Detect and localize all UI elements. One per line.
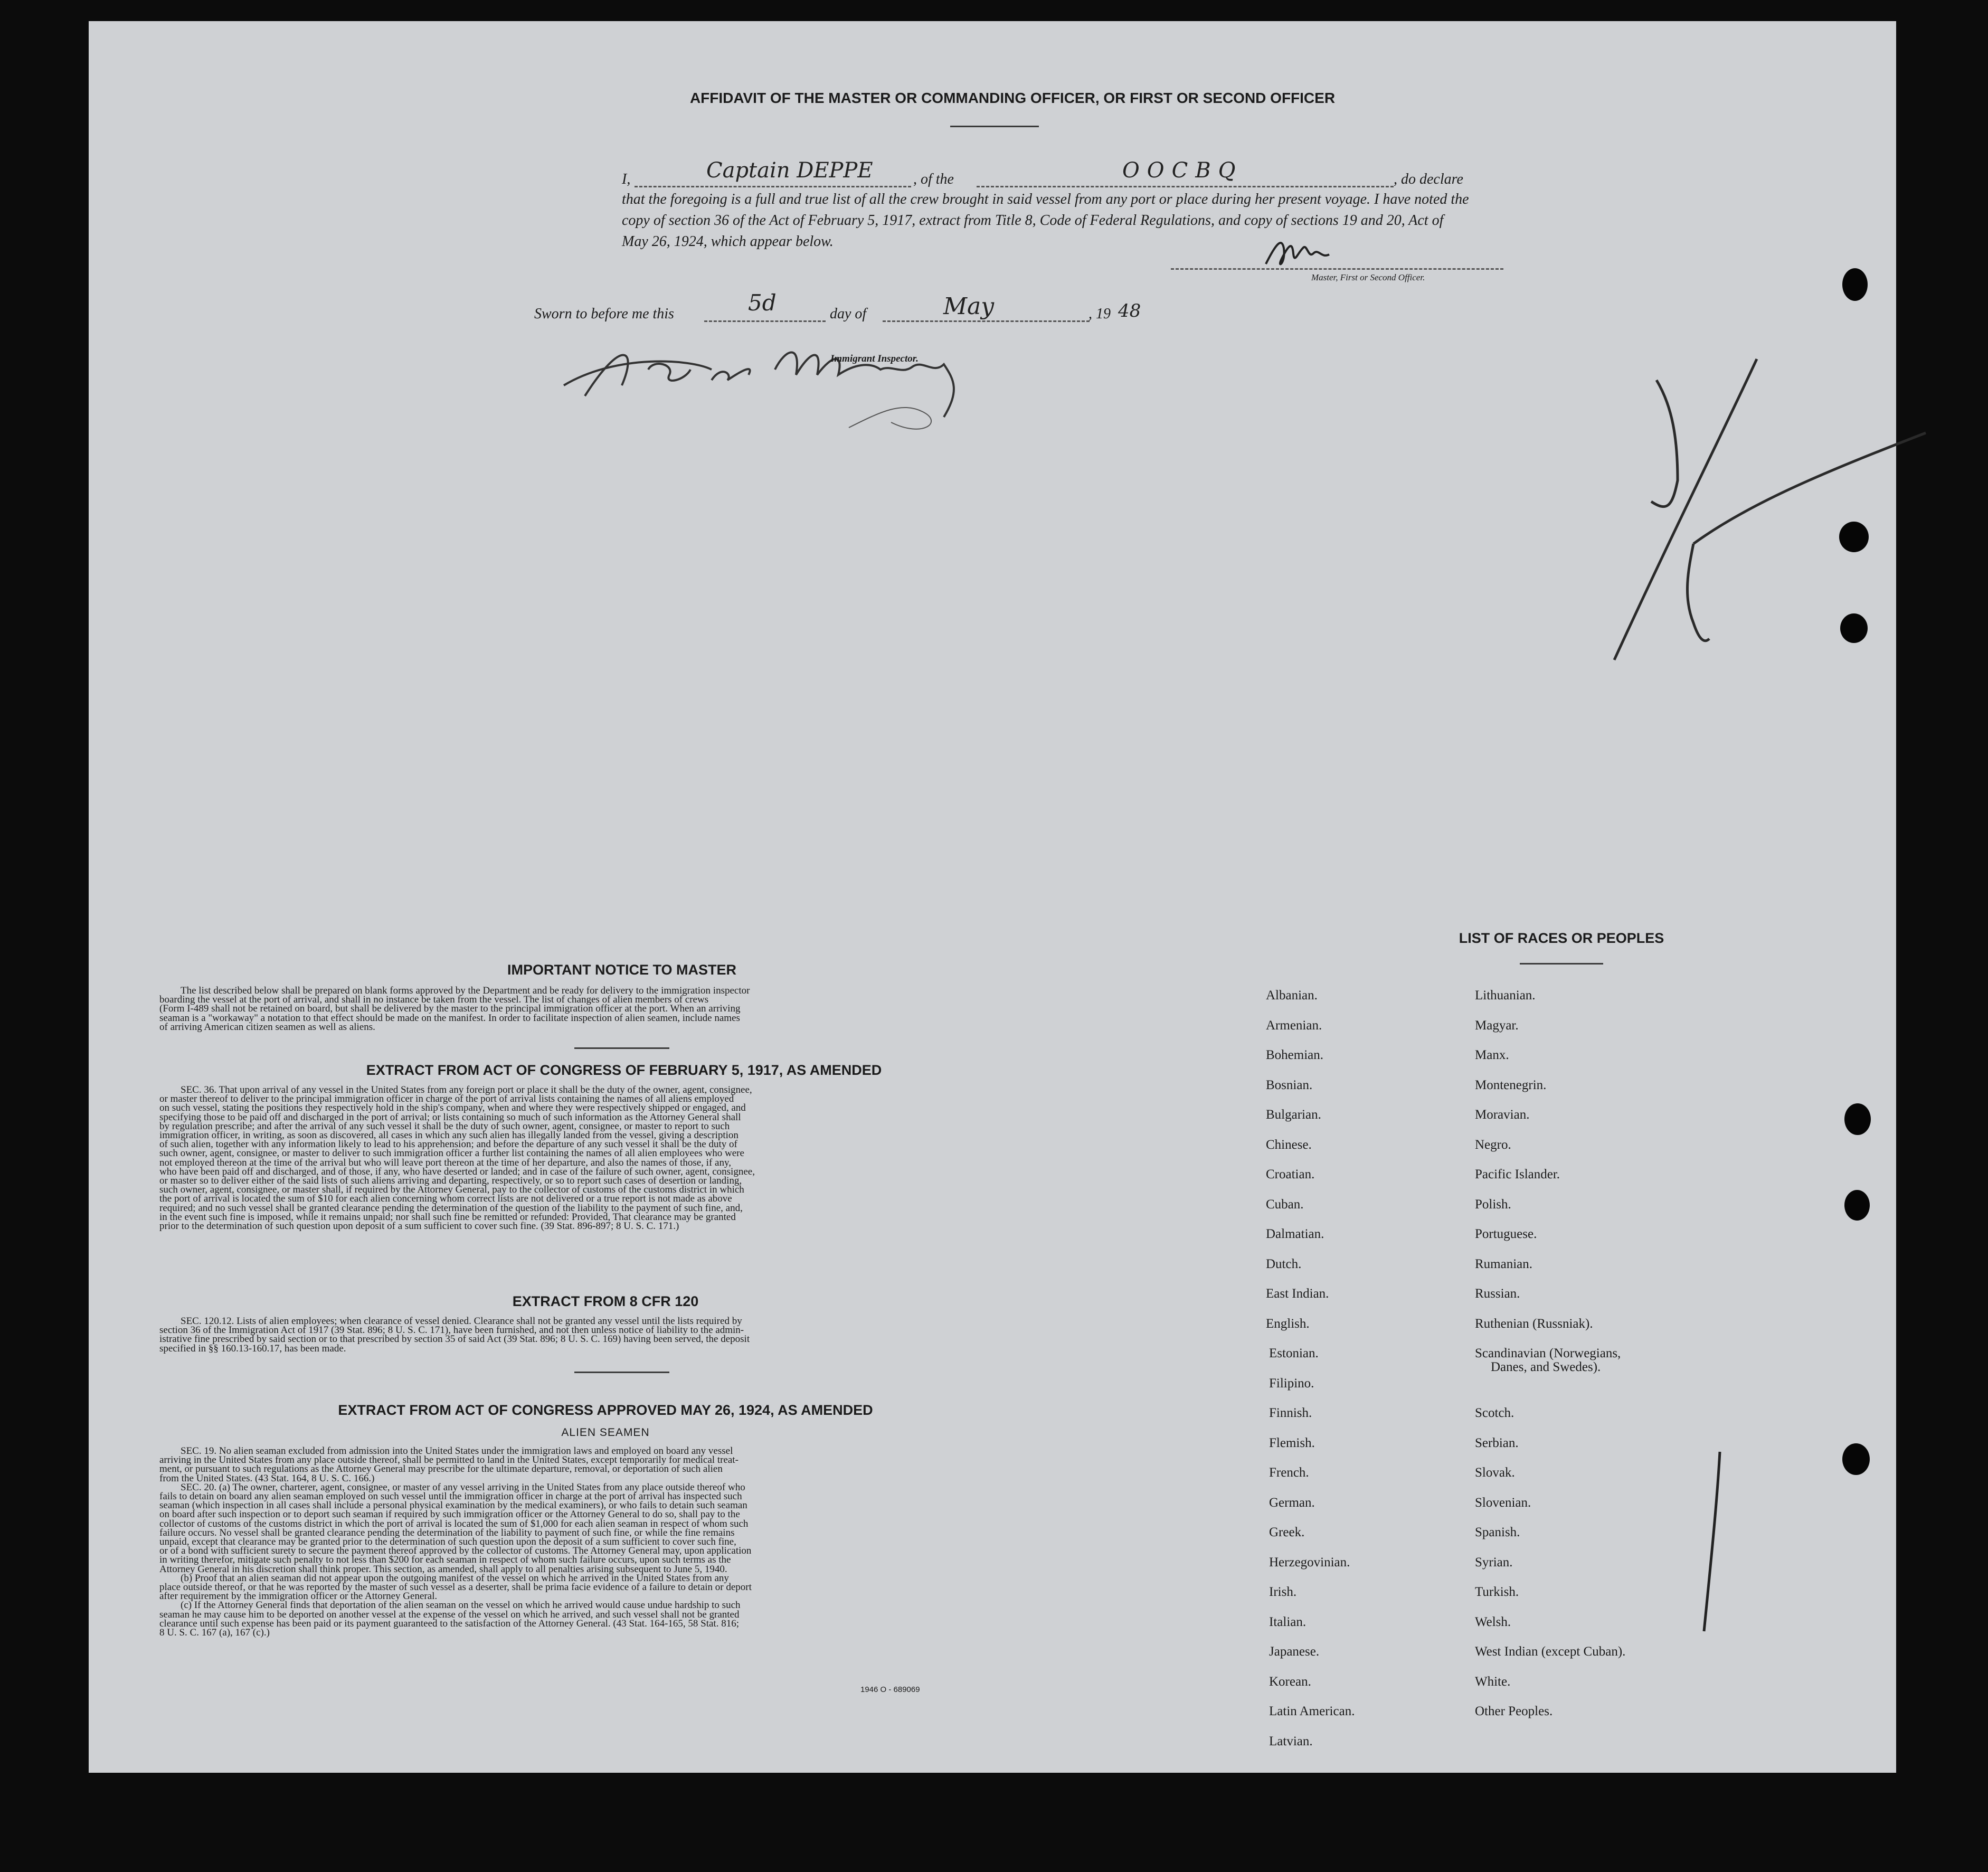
punch-hole [1842,268,1868,301]
race-item-left: East Indian. [1266,1287,1329,1301]
i-label: I, [622,171,631,187]
master-signature [1261,232,1366,275]
vessel-handwritten: OOCBQ [1122,158,1243,183]
extract-1917-line: such owner, agent, consignee, or master to deliver to such immigration officer a further list containing the names of all alien employees who were [159,1148,744,1159]
extract-cfr-text [159,1317,1041,1353]
race-item-left: Bosnian. [1266,1077,1313,1092]
notice-line: (Form I-489 shall not be retained on board, but shall be delivered by the master to the principal immigration officer at the port. When an arriving [159,1003,741,1015]
race-item-left: Herzegovinian. [1269,1555,1350,1570]
race-item-right: Scandinavian (Norwegians, [1475,1346,1621,1360]
declare-line [496,159,1610,186]
notice-line: of arriving American citizen seamen as well as aliens. [159,1021,375,1033]
extract-1924-line: 8 U. S. C. 167 (a), 167 (c).) [159,1627,270,1639]
extract-1917-line: in the event such fine is imposed, while it remains unpaid; nor shall such fine be remitted or refunded: Provided, That clearance may be granted [159,1211,736,1223]
extract-1917-line: or master thereof to deliver to the principal immigration officer in charge of the port of arrival lists containing the names of all aliens employed [159,1093,734,1105]
race-item-left: Croatian. [1266,1167,1315,1181]
title-rule [950,126,1039,127]
race-item-right: Other Peoples. [1475,1704,1553,1718]
race-item-right: Syrian. [1475,1555,1513,1570]
race-item-left: Dalmatian. [1266,1227,1324,1241]
race-item-left: Flemish. [1269,1435,1315,1450]
extract-1924-line: after requirement by the immigration officer or the Attorney General. [159,1591,438,1602]
extract-cfr-line: istrative fine prescribed by said section or to that prescribed by section 35 of said Act (39 Stat. 896; 8 U. S. C. 169) having been served, the deposit [159,1334,750,1345]
races-title: LIST OF RACES OR PEOPLES [1459,930,1664,946]
declaration-line: copy of section 36 of the Act of February 5, 1917, extract from Title 8, Code of Federal Regulations, and copy of sections 19 and 20, Act of [622,212,1444,229]
extract-1924-line: on board after such inspection or to deport such seaman if required by such immigration officer or the Attorney General to do so, shall pay to the [159,1509,740,1520]
notice-title: IMPORTANT NOTICE TO MASTER [507,962,736,978]
race-item-right: Serbian. [1475,1435,1519,1450]
sworn-label: Sworn to before me this [534,306,674,322]
handwritten-mark [1514,343,1947,723]
extract-1917-line: or master so to deliver either of the said lists of such aliens arriving and departing, respectively, or so to report such cases of desertion or landing, [159,1175,742,1187]
master-caption: Master, First or Second Officer. [1311,272,1425,282]
extract-1924-line: clearance until such expense has been paid or its payment guaranteed to the satisfaction of the Attorney General. (43 Stat. 164-165, 58 Stat. 816; [159,1618,739,1629]
race-item-right: Polish. [1475,1197,1511,1212]
declaration-line: that the foregoing is a full and true list of all the crew brought in said vessel from any port or place during her present voyage. I have noted the [622,191,1469,207]
extract-1917-line: such owner, agent, consignee, or master shall, if required by the Attorney General, pay to the collector of customs of the customs district in which [159,1184,744,1196]
month-handwritten: May [943,293,995,320]
race-item-left: German. [1269,1495,1315,1510]
extract-1917-line: required; and no such vessel shall be granted clearance pending the determination of the question of the liability to the payment of such fine, and, [159,1202,743,1214]
race-item-left: Chinese. [1266,1137,1312,1152]
race-item-left: Armenian. [1266,1018,1322,1033]
extract-1924-line: or of a bond with sufficient surety to secure the payment thereof approved by the collector of customs. The Attorney General may, upon application [159,1545,752,1557]
notice-line: boarding the vessel at the port of arrival, and shall in no instance be taken from the vessel. The list of changes of alien members of crews [159,994,709,1006]
captain-name-handwritten: Captain DEPPE [706,158,873,183]
extract-1924-line: seaman (which inspection in all cases shall include a personal physical examination by the medical examiners), or who fails to detain such seaman [159,1500,747,1511]
extract-1917-line: of such alien, together with any information likely to lead to his apprehension; and before the departure of any such vessel it shall be the duty of [159,1139,737,1150]
extract-1924-line: SEC. 20. (a) The owner, charterer, agent, consignee, or master of any vessel arriving in the United States from any place outside thereof who [181,1481,745,1493]
extract-1924-line: place outside thereof, or that he was reported by the master of such vessel as a deserter, shall be prima facie evidence of a failure to detain or deport [159,1582,752,1593]
year-handwritten: 48 [1118,300,1141,322]
race-item-right: Rumanian. [1475,1256,1533,1271]
race-item-left: Korean. [1269,1674,1311,1689]
race-item-right: Magyar. [1475,1018,1519,1033]
race-item-left: Latin American. [1269,1704,1355,1718]
race-item-right: Slovak. [1475,1466,1515,1480]
extract-1917-line: immigration officer, in writing, as soon as discovered, all cases in which any such alien has illegally landed from the vessel, giving a description [159,1130,739,1141]
vessel-blank [977,186,1394,187]
race-item-left: Estonian. [1269,1346,1319,1360]
extract-cfr-line: specified in §§ 160.13-160.17, has been made. [159,1342,346,1354]
race-item-left: Irish. [1269,1585,1297,1599]
race-item-right: Negro. [1475,1137,1511,1152]
extract-1924-text [159,1446,1041,1637]
extract-1924-subtitle: ALIEN SEAMEN [561,1426,650,1439]
do-declare-label: , do declare [1394,171,1463,187]
extract-cfr-title: EXTRACT FROM 8 CFR 120 [512,1293,699,1309]
extract-1924-line: Attorney General in his discretion shall think proper. This section, as amended, shall apply to all penalties arising subsequent to June 5, 1940. [159,1563,727,1575]
inspector-caption: Immigrant Inspector. [830,353,919,364]
punch-hole [1840,613,1868,643]
year-prefix: , 19 [1088,306,1111,322]
extract-1917-line: SEC. 36. That upon arrival of any vessel in the United States from any foreign port or place it shall be the duty of the owner, agent, consignee, [181,1084,752,1095]
extract-1917-line: who have been paid off and discharged, and of those, if any, who have deserted or landed; and in case of the failure of such owner, agent, consignee, [159,1166,755,1177]
race-item-right: Moravian. [1475,1108,1530,1122]
pencil-stroke [1688,1446,1730,1637]
race-item-left: Filipino. [1269,1376,1314,1391]
race-item-right: Lithuanian. [1475,988,1536,1003]
race-item-right: Montenegrin. [1475,1077,1547,1092]
extract-1917-line: not employed thereon at the time of the arrival but who will leave port thereon at the time of her departure, and also the names of those, if any, [159,1157,731,1168]
extract-1924-line: fails to detain on board any alien seaman employed on such vessel until the immigration officer in charge at the port of arrival has inspected such [159,1491,742,1502]
race-item-right: Turkish. [1475,1585,1519,1599]
punch-hole [1844,1103,1871,1135]
race-item-left: Japanese. [1269,1644,1320,1659]
race-item-right: Ruthenian (Russniak). [1475,1316,1593,1331]
extract-cfr-line: section 36 of the Immigration Act of 1917 (39 Stat. 896; 8 U. S. C. 171), have been furnished, and not then unless notice of liability to the admin- [159,1325,744,1336]
race-item-right: Slovenian. [1475,1495,1531,1510]
race-item-right: Danes, and Swedes). [1491,1360,1601,1374]
extract-1917-title: EXTRACT FROM ACT OF CONGRESS OF FEBRUARY 5, 1917, AS AMENDED [366,1062,882,1078]
notice-text [159,986,1041,1032]
race-item-left: Latvian. [1269,1734,1313,1748]
punch-hole [1839,522,1869,552]
race-item-left: Italian. [1269,1614,1307,1629]
extract-1924-line: (c) If the Attorney General finds that deportation of the alien seaman on the vessel on which he arrived would cause undue hardship to such [181,1600,741,1611]
race-item-left: Cuban. [1266,1197,1304,1212]
race-item-right: Scotch. [1475,1406,1514,1420]
race-item-right: Spanish. [1475,1525,1520,1539]
race-item-left: Albanian. [1266,988,1318,1003]
notice-line: The list described below shall be prepared on blank forms approved by the Department and be ready for delivery to the immigration inspector [181,985,750,996]
print-code: 1946 O - 689069 [860,1685,920,1694]
extract-1924-line: seaman he may cause him to be deported on another vessel at the expense of the vessel on which he arrived, and such vessel shall not be granted [159,1609,740,1620]
extract-cfr-line: SEC. 120.12. Lists of alien employees; when clearance of vessel denied. Clearance shall not be granted any vessel until the lists required by [181,1316,742,1327]
race-item-right: Pacific Islander. [1475,1167,1560,1181]
race-item-right: White. [1475,1674,1511,1689]
cfr-rule [574,1372,669,1373]
document-page [89,21,1896,1773]
extract-1924-line: (b) Proof that an alien seaman did not appear upon the outgoing manifest of the vessel on which he arrived in the United States from any [181,1572,729,1584]
extract-1924-line: unpaid, except that clearance may be granted prior to the determination of such question upon the deposit of a sum sufficient to cover such fine, [159,1536,736,1548]
extract-1917-line: on such vessel, stating the positions they respectively hold in the ship's company, when and where they were respectively shipped or engaged, and [159,1102,746,1114]
race-item-right: West Indian (except Cuban). [1475,1644,1626,1659]
inspector-signature [553,317,1018,443]
name-blank [635,186,911,187]
extract-1917-line: prior to the determination of such question upon deposit of a sum sufficient to cover such fine. (39 Stat. 896-897; 8 U. S. C. 171.) [159,1221,679,1232]
extract-1924-line: in writing therefor, mitigate such penalty to not less than $200 for each seaman in respect of whom such failure occurs, upon such terms as the [159,1554,731,1566]
extract-1924-line: from the United States. (43 Stat. 164, 8 U. S. C. 166.) [159,1472,375,1484]
punch-hole [1842,1443,1870,1475]
race-item-left: Bohemian. [1266,1048,1324,1062]
notice-line: seaman is a "workaway" a notation to that effect should be made on the manifest. In order to facilitate inspection of alien seamen, include names [159,1012,740,1024]
race-item-left: Finnish. [1269,1406,1312,1420]
extract-1924-line: failure occurs. No vessel shall be granted clearance pending the determination of the liability to payment of such fine, or while the fine remains [159,1527,735,1538]
declaration-line: May 26, 1924, which appear below. [622,233,834,250]
extract-1917-line: specifying those to be paid off and discharged in the port of arrival; or lists containing so much of such information as the Attorney General shall [159,1111,741,1123]
race-item-left: Bulgarian. [1266,1108,1321,1122]
race-item-left: Greek. [1269,1525,1305,1539]
declaration-body [622,189,1678,252]
affidavit-title: AFFIDAVIT OF THE MASTER OR COMMANDING OFFICER, OR FIRST OR SECOND OFFICER [689,90,1336,106]
races-rule [1520,963,1603,965]
extract-1917-line: the port of arrival is located the sum of $10 for each alien concerning whom correct lists are not delivered or a true report is not made as above [159,1193,732,1205]
extract-1924-line: SEC. 19. No alien seaman excluded from admission into the United States under the immigration laws and employed on board any vessel [181,1445,733,1457]
race-item-right: Manx. [1475,1048,1509,1062]
punch-hole [1844,1190,1870,1221]
day-of-label: day of [830,306,867,322]
extract-1924-line: collector of customs of the customs district in which the port of arrival is located the sum of $1,000 for each alien seaman in respect of whom such [159,1518,749,1529]
race-item-left: English. [1266,1316,1310,1331]
race-item-left: French. [1269,1466,1309,1480]
race-item-right: Portuguese. [1475,1227,1537,1241]
extract-1924-line: arriving in the United States from any place outside thereof, shall be permitted to land in the United States, except temporarily for medical treat- [159,1454,739,1466]
race-item-right: Russian. [1475,1287,1520,1301]
race-item-right: Welsh. [1475,1614,1511,1629]
race-item-left: Dutch. [1266,1256,1302,1271]
extract-1917-text [159,1085,1041,1231]
extract-1924-line: ment, or pursuant to such regulations as the Attorney General may prescribe for the ultimate departure, removal, or deportation of such alien [159,1463,723,1475]
extract-1917-line: by regulation prescribe; and after the arrival of any such vessel it shall be the duty of such owner, agent, consignee, or master to report to such [159,1120,730,1132]
notice-rule [574,1047,669,1049]
of-the-label: , of the [913,171,954,187]
day-handwritten: 5d [748,290,777,316]
extract-1924-title: EXTRACT FROM ACT OF CONGRESS APPROVED MAY 26, 1924, AS AMENDED [338,1402,873,1418]
